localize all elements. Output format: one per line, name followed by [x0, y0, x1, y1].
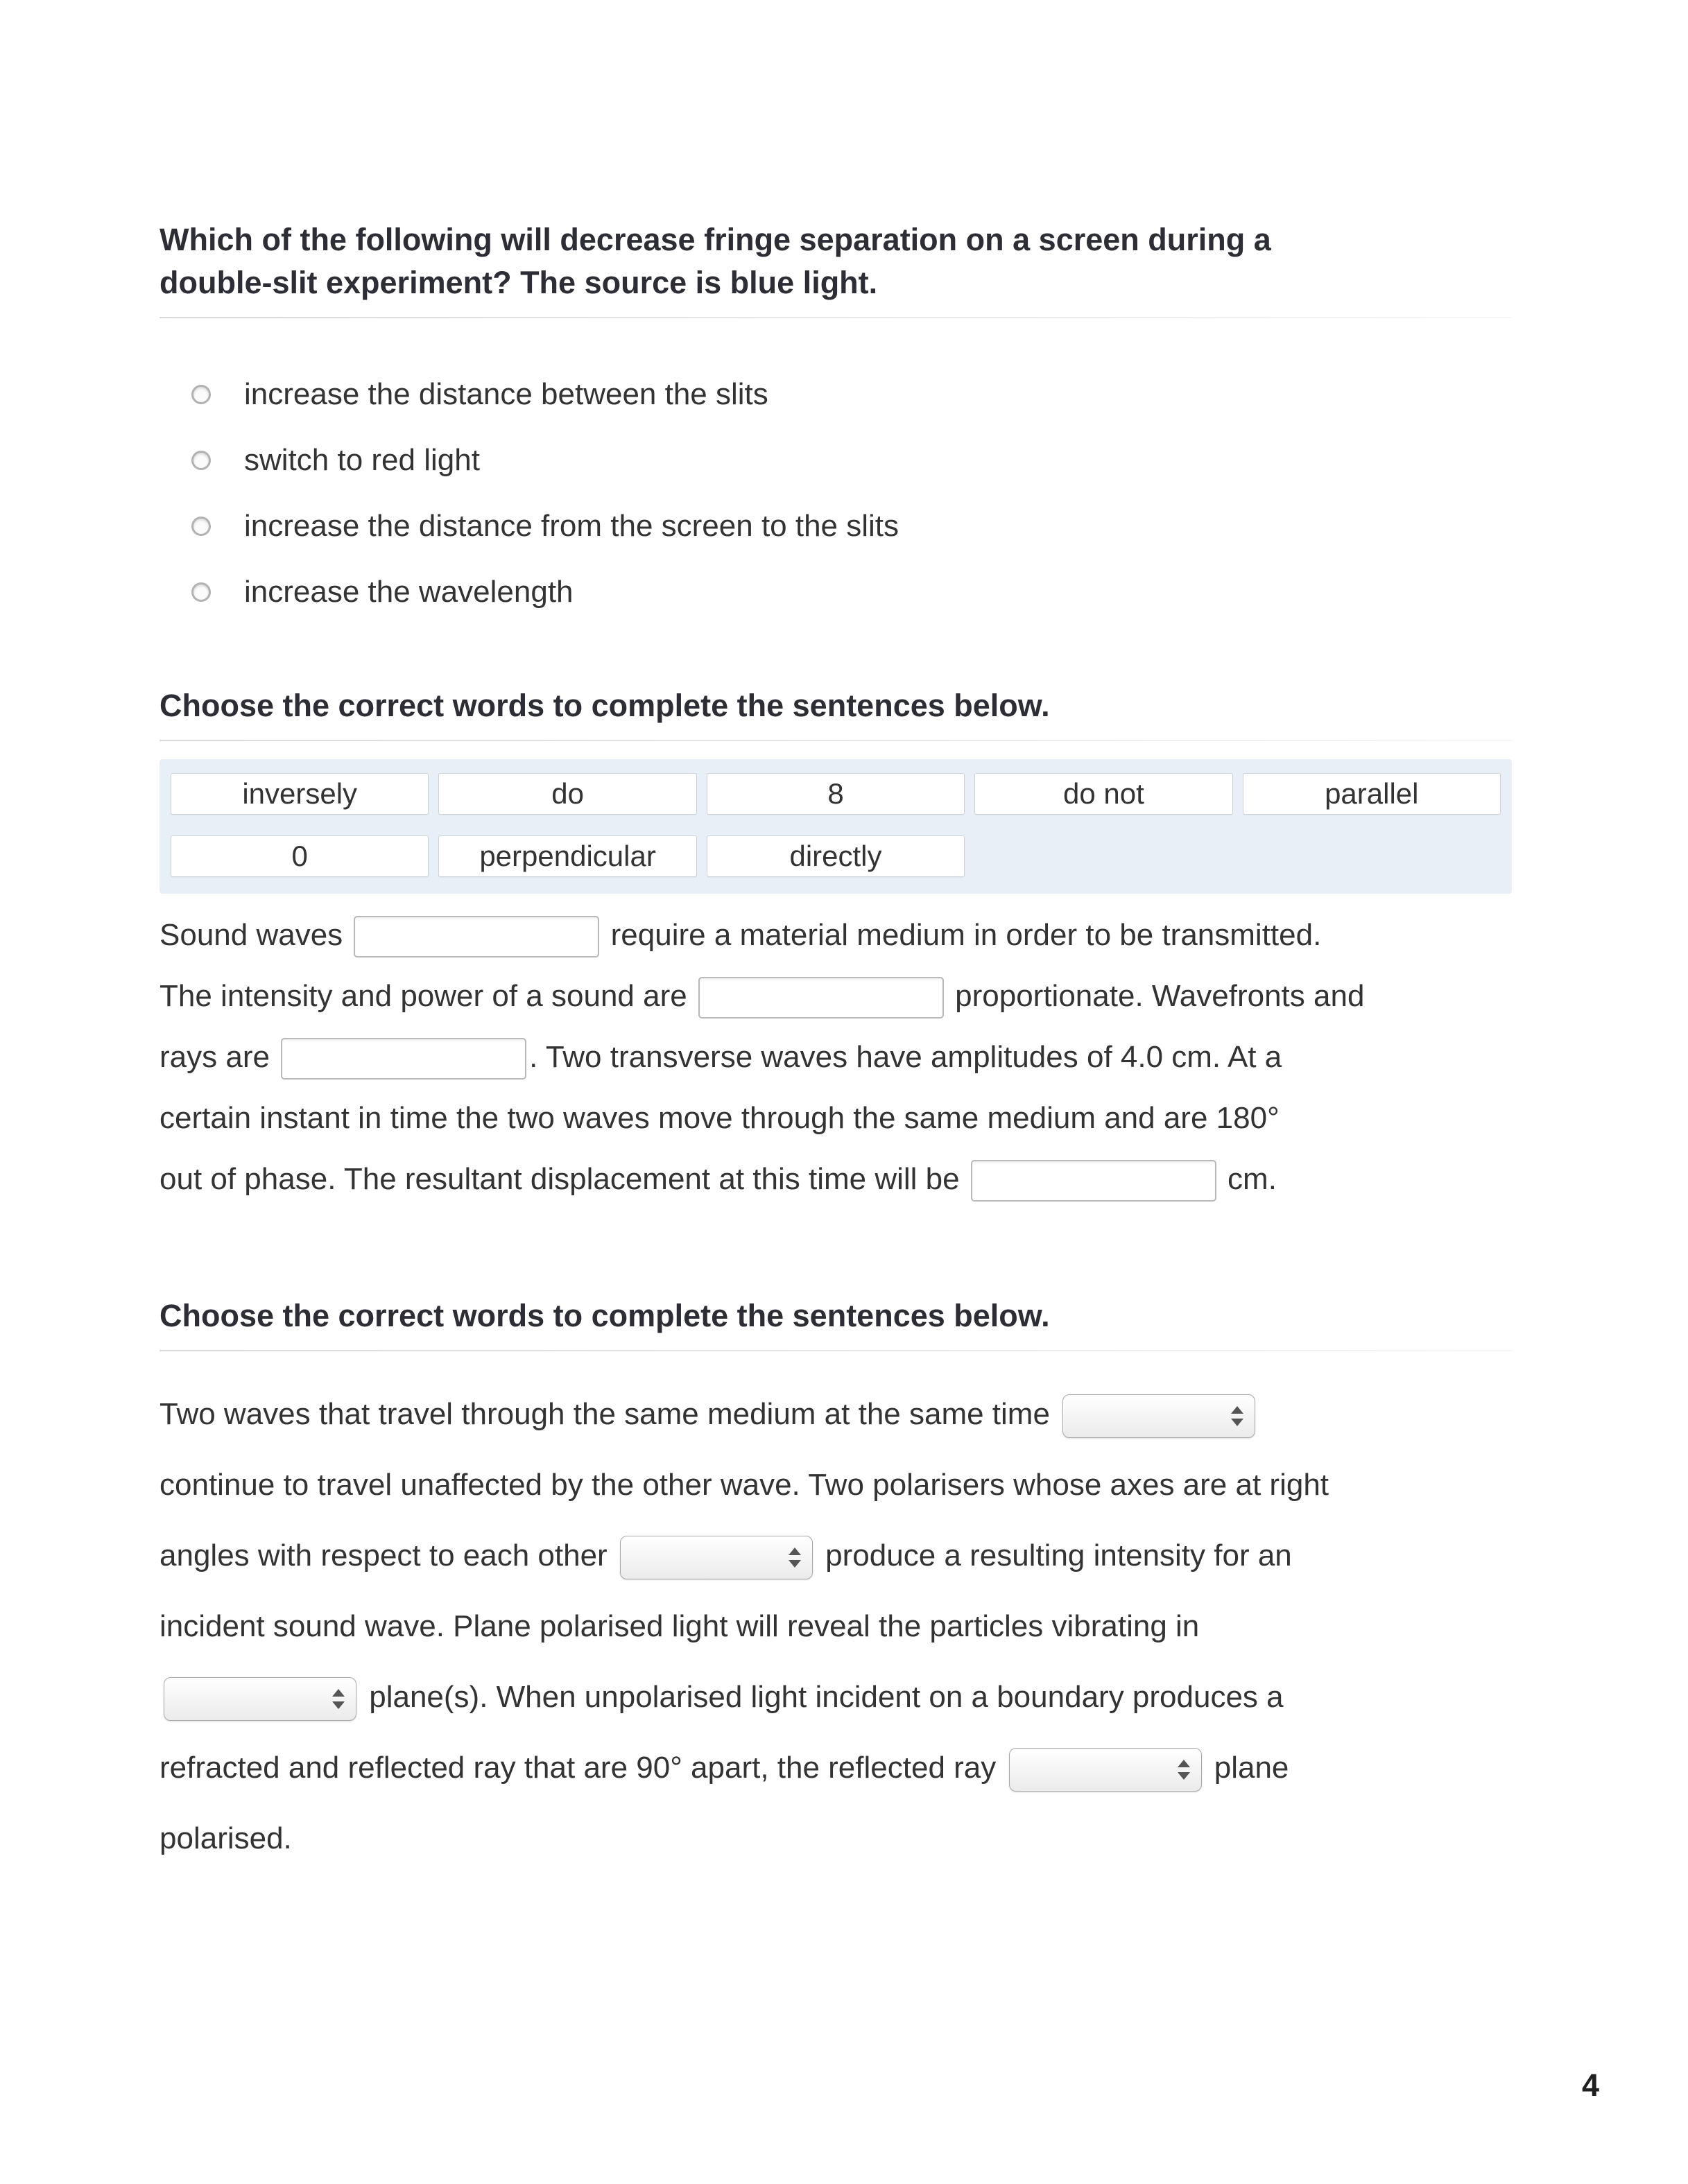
- dropdown-text: Two waves that travel through the same medium at the same time: [160, 1397, 1059, 1431]
- word-chip[interactable]: do not: [974, 773, 1232, 815]
- mcq-option-3[interactable]: [160, 493, 1512, 559]
- wordbank-section-heading: Choose the correct words to complete the sentences below.: [160, 688, 1050, 723]
- fill-line-3: [160, 1027, 1512, 1088]
- word-chip[interactable]: inversely: [171, 773, 429, 815]
- mcq-option-label: switch to red light: [244, 442, 480, 477]
- fill-text: cm.: [1218, 1162, 1277, 1196]
- question-title: [160, 218, 1512, 304]
- question-title-line1: Which of the following will decrease fringe separation on a screen during a: [160, 222, 1271, 257]
- mcq-options: [160, 361, 1512, 625]
- chevron-up-icon: [1178, 1760, 1190, 1767]
- word-chip[interactable]: perpendicular: [438, 835, 696, 877]
- chevron-up-icon: [332, 1689, 345, 1697]
- word-chip[interactable]: 0: [171, 835, 429, 877]
- fill-line-4: [160, 1088, 1512, 1149]
- fill-blank-input[interactable]: [281, 1038, 526, 1080]
- dropdown-text: incident sound wave. Plane polarised light will reveal the particles vibrating in: [160, 1609, 1200, 1643]
- word-chip[interactable]: parallel: [1243, 773, 1501, 815]
- word-chip[interactable]: 8: [707, 773, 965, 815]
- mcq-option-2[interactable]: [160, 427, 1512, 493]
- mcq-option-label: increase the distance from the screen to the slits: [244, 508, 899, 543]
- fill-blank-input[interactable]: [354, 916, 599, 957]
- fill-line-1: [160, 905, 1512, 966]
- fill-line-5: [160, 1149, 1512, 1210]
- dropdown-text: polarised.: [160, 1821, 292, 1855]
- fill-text: The intensity and power of a sound are: [160, 979, 696, 1013]
- mcq-option-label: increase the distance between the slits: [244, 376, 768, 411]
- mcq-option-4[interactable]: [160, 559, 1512, 625]
- answer-dropdown[interactable]: [620, 1536, 813, 1579]
- mcq-option-1[interactable]: [160, 361, 1512, 427]
- dropdown-line-1: [160, 1379, 1512, 1450]
- word-bank: [160, 759, 1512, 894]
- dropdown-text: produce a resulting intensity for an: [816, 1539, 1292, 1572]
- chevron-down-icon: [789, 1560, 801, 1568]
- fill-text: . Two transverse waves have amplitudes of 4.0 cm. At a: [529, 1040, 1282, 1074]
- fill-text: rays are: [160, 1040, 279, 1074]
- dropdown-section-heading: Choose the correct words to complete the sentences below.: [160, 1298, 1050, 1333]
- dropdown-line-5: [160, 1662, 1512, 1733]
- radio-button[interactable]: [191, 385, 211, 404]
- section-divider: [160, 317, 1512, 318]
- dropdown-line-7: [160, 1803, 1512, 1874]
- dropdown-text: angles with respect to each other: [160, 1539, 616, 1572]
- fill-text: require a material medium in order to be transmitted.: [602, 918, 1322, 952]
- chevron-down-icon: [1178, 1772, 1190, 1780]
- up-down-arrows-icon: [1178, 1760, 1190, 1780]
- dropdown-line-6: [160, 1733, 1512, 1803]
- answer-dropdown[interactable]: [1009, 1748, 1202, 1792]
- section-divider: [160, 740, 1512, 741]
- dropdown-line-3: [160, 1520, 1512, 1591]
- dropdown-text: refracted and reflected ray that are 90° apart, the reflected ray: [160, 1751, 1005, 1785]
- dropdown-text: continue to travel unaffected by the other wave. Two polarisers whose axes are at right: [160, 1468, 1329, 1502]
- up-down-arrows-icon: [332, 1689, 345, 1709]
- fill-text: Sound waves: [160, 918, 352, 952]
- section-divider: [160, 1350, 1512, 1351]
- chevron-up-icon: [789, 1548, 801, 1555]
- question-title-line2: double-slit experiment? The source is blue light.: [160, 265, 878, 300]
- answer-dropdown[interactable]: [164, 1677, 356, 1721]
- up-down-arrows-icon: [789, 1548, 801, 1568]
- fill-text: certain instant in time the two waves move through the same medium and are 180°: [160, 1101, 1280, 1135]
- page-number: 4: [1581, 2068, 1599, 2103]
- dropdown-line-2: [160, 1450, 1512, 1520]
- fill-blank-input[interactable]: [698, 977, 944, 1019]
- word-chip[interactable]: directly: [707, 835, 965, 877]
- fill-text: proportionate. Wavefronts and: [946, 979, 1365, 1013]
- radio-button[interactable]: [191, 451, 211, 470]
- answer-dropdown[interactable]: [1062, 1394, 1255, 1438]
- chevron-up-icon: [1231, 1406, 1243, 1414]
- quiz-page: [160, 218, 1512, 1874]
- word-chip[interactable]: do: [438, 773, 696, 815]
- chevron-down-icon: [1231, 1419, 1243, 1426]
- mcq-option-label: increase the wavelength: [244, 574, 574, 609]
- fill-in-paragraph: [160, 905, 1512, 1210]
- dropdown-paragraph: [160, 1379, 1512, 1874]
- up-down-arrows-icon: [1231, 1406, 1243, 1426]
- fill-text: out of phase. The resultant displacement at this time will be: [160, 1162, 968, 1196]
- chevron-down-icon: [332, 1701, 345, 1709]
- dropdown-text: plane: [1205, 1751, 1289, 1785]
- fill-blank-input[interactable]: [971, 1160, 1216, 1202]
- dropdown-line-4: [160, 1591, 1512, 1662]
- radio-button[interactable]: [191, 517, 211, 536]
- radio-button[interactable]: [191, 582, 211, 602]
- dropdown-text: plane(s). When unpolarised light incident on a boundary produces a: [361, 1680, 1284, 1714]
- fill-line-2: [160, 966, 1512, 1027]
